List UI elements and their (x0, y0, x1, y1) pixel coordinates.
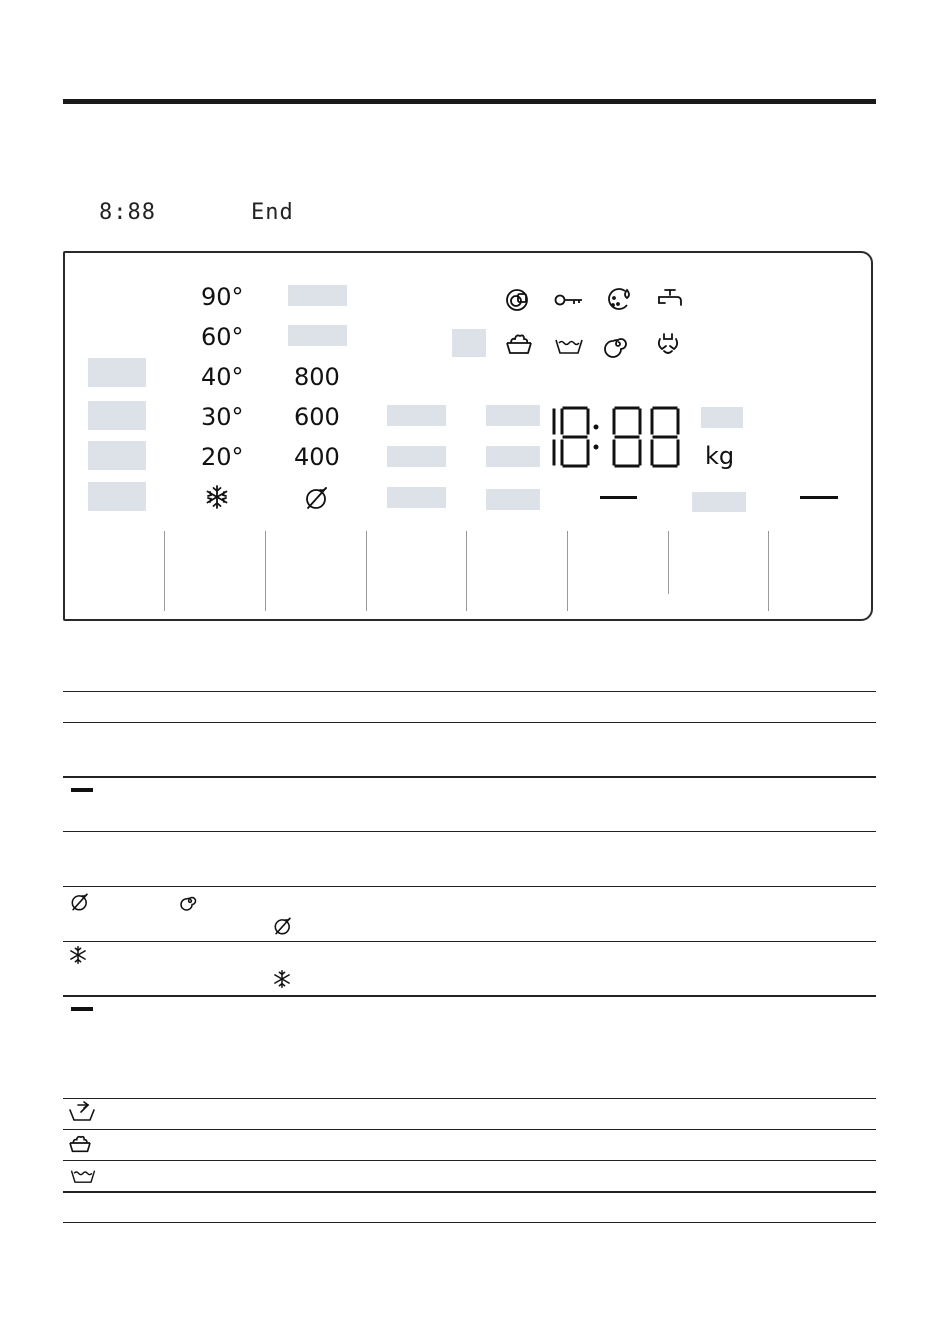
table-rule-6 (63, 941, 876, 942)
separator-5 (567, 531, 568, 611)
end-segment-display: End (251, 200, 294, 225)
spin-placeholder-1 (288, 285, 347, 306)
temp-40: 40° (201, 363, 244, 391)
table-rule-4 (63, 831, 876, 832)
table-rule-7 (63, 995, 876, 997)
temp-20: 20° (201, 443, 244, 471)
placeholder-c4-1 (486, 405, 540, 426)
separator-4 (466, 531, 467, 611)
no-spin-icon (272, 916, 294, 936)
table-rule-1 (63, 691, 876, 692)
wash-basin-icon (68, 1168, 98, 1184)
placeholder-c3-1 (387, 405, 446, 426)
control-panel (63, 251, 873, 621)
placeholder-c4-2 (486, 446, 540, 467)
temp-30: 30° (201, 403, 244, 431)
dash-right (800, 496, 838, 499)
snowflake-icon (205, 485, 229, 509)
separator-1 (164, 531, 165, 611)
table-rule-10 (63, 1160, 876, 1161)
spin-800: 800 (294, 363, 340, 391)
placeholder-c3-3 (387, 487, 446, 508)
placeholder-right-2 (692, 492, 746, 512)
stain-icon (605, 287, 633, 313)
key-icon (554, 291, 584, 309)
separator-7 (768, 531, 769, 611)
main-segment-display (550, 407, 690, 467)
no-spin-icon (69, 892, 91, 912)
separator-6 (668, 531, 669, 594)
snowflake-icon (273, 970, 291, 988)
table-rule-9 (63, 1129, 876, 1130)
placeholder-small (452, 329, 486, 357)
dash-left (600, 496, 637, 499)
spin-icon (181, 892, 199, 910)
no-spin-icon (304, 485, 330, 511)
option-button-3[interactable] (88, 441, 146, 470)
placeholder-c3-2 (387, 446, 446, 467)
time-segment-display: 8:88 (99, 200, 156, 225)
prewash-basin-icon (68, 1133, 92, 1153)
temp-90: 90° (201, 283, 244, 311)
option-button-4[interactable] (88, 482, 146, 511)
table-rule-2 (63, 722, 876, 723)
tap-icon (655, 287, 683, 313)
temp-60: 60° (201, 323, 244, 351)
table-rule-3 (63, 776, 876, 778)
separator-3 (366, 531, 367, 611)
spin-400: 400 (294, 443, 340, 471)
table-rule-12 (63, 1222, 876, 1223)
service-icon (655, 331, 681, 357)
spin-600: 600 (294, 403, 340, 431)
table-rule-5 (63, 886, 876, 887)
dash-symbol-1 (71, 788, 93, 792)
child-lock-icon (505, 287, 531, 313)
wash-basin-icon (554, 337, 584, 355)
header-rule (63, 99, 876, 104)
rinse-basin-icon (68, 1102, 98, 1122)
table-rule-11 (63, 1191, 876, 1193)
placeholder-right-1 (701, 407, 743, 428)
dash-symbol-2 (71, 1007, 93, 1011)
snowflake-icon (69, 946, 87, 964)
option-button-2[interactable] (88, 401, 146, 430)
separator-2 (265, 531, 266, 611)
spin-icon (605, 331, 631, 357)
option-button-1[interactable] (88, 358, 146, 387)
placeholder-c4-3 (486, 489, 540, 510)
prewash-basin-icon (505, 331, 533, 355)
unit-label: kg (705, 442, 735, 470)
spin-placeholder-2 (288, 325, 347, 346)
table-rule-8 (63, 1098, 876, 1099)
